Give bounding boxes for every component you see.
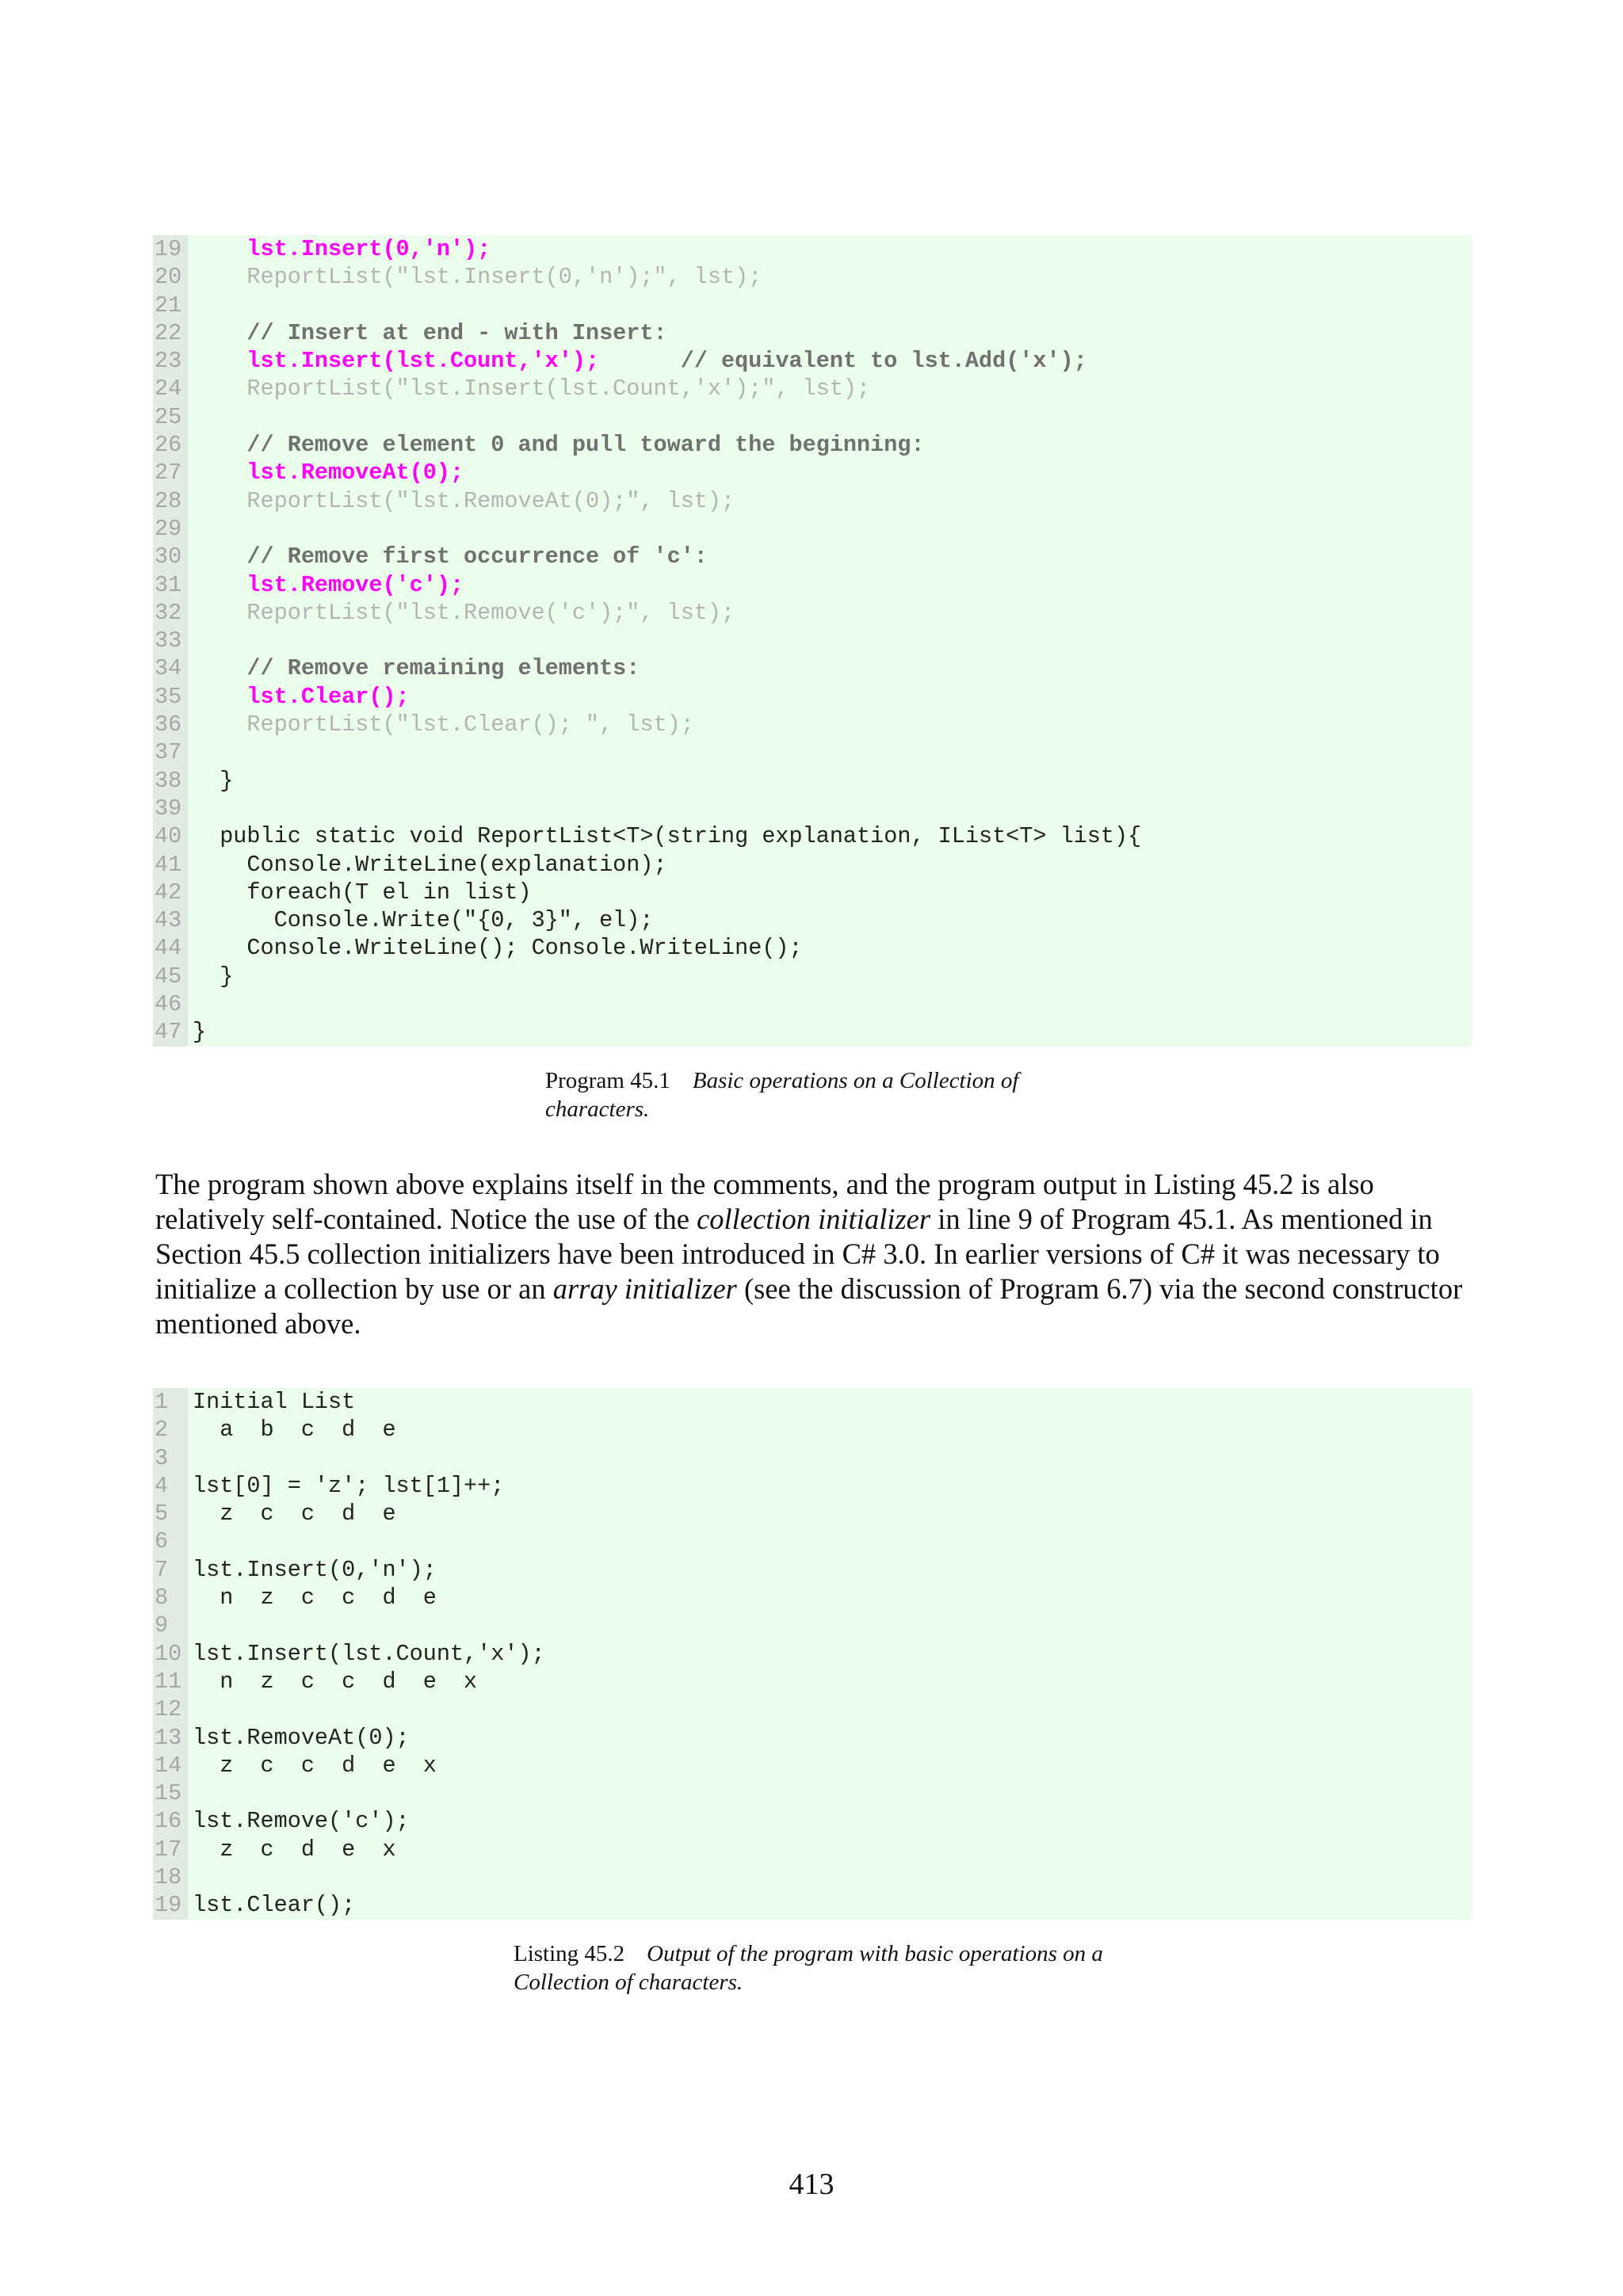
line-number: 33	[153, 627, 188, 654]
output-text: lst.Insert(lst.Count,'x');	[193, 1640, 545, 1667]
line-number: 6	[153, 1527, 188, 1555]
code-line	[153, 431, 1472, 459]
line-number: 26	[153, 431, 188, 459]
line-number: 35	[153, 683, 188, 711]
line-number: 2	[153, 1416, 188, 1444]
code-line	[153, 1018, 1472, 1046]
output-text	[188, 1444, 193, 1472]
line-number: 25	[153, 403, 188, 431]
output-text: z c d e x	[193, 1836, 396, 1863]
output-text	[188, 1611, 193, 1639]
line-number: 22	[153, 319, 188, 347]
code-text	[188, 487, 735, 515]
output-line	[153, 1611, 1472, 1639]
code-line	[153, 934, 1472, 962]
code-line	[153, 822, 1472, 850]
code-line	[153, 515, 1472, 543]
output-text: n z c c d e x	[193, 1668, 478, 1695]
output-text	[188, 1779, 193, 1807]
output-text: lst[0] = 'z'; lst[1]++;	[193, 1472, 505, 1499]
code-line	[153, 627, 1472, 654]
code-line	[153, 459, 1472, 486]
code-segment: // Insert at end - with Insert:	[193, 319, 667, 346]
line-number: 24	[153, 375, 188, 402]
code-text	[188, 906, 654, 934]
code-text	[188, 654, 640, 682]
code-text	[188, 571, 464, 599]
program-caption	[545, 1066, 1084, 1123]
code-segment: ReportList("lst.Remove('c');", lst);	[193, 599, 735, 626]
listing-caption	[514, 1939, 1163, 1997]
code-segment	[193, 236, 246, 262]
code-text	[188, 403, 193, 431]
code-text	[188, 347, 1087, 375]
line-number: 11	[153, 1668, 188, 1695]
code-segment: Console.WriteLine(); Console.WriteLine();	[193, 935, 803, 962]
line-number: 41	[153, 851, 188, 879]
code-segment	[193, 460, 246, 486]
line-number: 5	[153, 1500, 188, 1527]
program-caption-text: Basic operations on a Collection of characters.	[545, 1068, 1019, 1122]
code-segment: }	[193, 963, 234, 990]
code-line	[153, 990, 1472, 1018]
paragraph-text: in line 9 of Program 45.1. As mentioned in Section 45.5 collection initializers have been introduced in C# 3.0. In earlier versions of C# it was necessary to initialize a collection by use or an	[155, 1203, 1440, 1305]
code-text	[188, 990, 193, 1018]
line-number: 42	[153, 879, 188, 906]
line-number: 20	[153, 263, 188, 291]
emphasized-term: array initializer	[552, 1272, 737, 1305]
code-segment: ReportList("lst.RemoveAt(0);", lst);	[193, 487, 735, 514]
output-line	[153, 1668, 1472, 1695]
line-number: 30	[153, 543, 188, 570]
code-line	[153, 235, 1472, 263]
listing-caption-label: Listing 45.2	[514, 1941, 625, 1966]
line-number: 21	[153, 292, 188, 319]
line-number: 3	[153, 1444, 188, 1472]
code-segment: // Remove element 0 and pull toward the beginning:	[193, 432, 925, 459]
output-text: z c c d e	[193, 1501, 396, 1527]
output-text: a b c d e	[193, 1417, 396, 1444]
line-number: 19	[153, 235, 188, 263]
code-text	[188, 963, 233, 990]
code-line	[153, 879, 1472, 906]
code-text	[188, 375, 870, 402]
line-number: 44	[153, 934, 188, 962]
code-text	[188, 738, 193, 766]
code-line	[153, 347, 1472, 375]
code-line	[153, 851, 1472, 879]
output-line	[153, 1863, 1472, 1891]
code-segment: lst.Remove('c');	[246, 571, 464, 598]
code-line	[153, 571, 1472, 599]
code-line	[153, 319, 1472, 347]
code-text	[188, 319, 667, 347]
code-text	[188, 934, 803, 962]
output-line	[153, 1388, 1472, 1416]
output-text: n z c c d e	[193, 1585, 437, 1611]
output-line	[153, 1500, 1472, 1527]
code-line	[153, 263, 1472, 291]
output-text: lst.RemoveAt(0);	[193, 1724, 410, 1751]
code-segment	[193, 572, 246, 598]
code-line	[153, 543, 1472, 570]
line-number: 38	[153, 767, 188, 795]
code-segment: lst.Insert(0,'n');	[246, 236, 491, 262]
code-text	[188, 683, 410, 711]
code-text	[188, 627, 193, 654]
line-number: 32	[153, 599, 188, 627]
code-text	[188, 851, 667, 879]
output-line	[153, 1556, 1472, 1584]
line-number: 4	[153, 1472, 188, 1500]
output-line	[153, 1752, 1472, 1779]
line-number: 37	[153, 738, 188, 766]
code-segment: }	[193, 767, 234, 794]
line-number: 7	[153, 1556, 188, 1584]
page-number: 413	[789, 2168, 834, 2201]
output-text	[188, 1863, 193, 1891]
line-number: 47	[153, 1018, 188, 1046]
listing-output-block	[153, 1388, 1472, 1920]
output-text: lst.Insert(0,'n');	[193, 1556, 437, 1583]
code-segment: // Remove remaining elements:	[193, 655, 640, 682]
listing-caption-text: Output of the program with basic operations on a Collection of characters.	[514, 1941, 1103, 1995]
output-text: lst.Clear();	[193, 1892, 356, 1919]
output-text: lst.Remove('c');	[193, 1808, 410, 1835]
program-code-block	[153, 235, 1472, 1047]
code-line	[153, 795, 1472, 822]
output-text	[188, 1695, 193, 1723]
line-number: 46	[153, 990, 188, 1018]
output-line	[153, 1416, 1472, 1444]
line-number: 16	[153, 1807, 188, 1835]
code-text	[188, 431, 925, 459]
code-line	[153, 292, 1472, 319]
code-line	[153, 711, 1472, 738]
code-segment: }	[193, 1019, 207, 1046]
output-line	[153, 1695, 1472, 1723]
line-number: 36	[153, 711, 188, 738]
code-text	[188, 235, 491, 263]
code-line	[153, 403, 1472, 431]
code-line	[153, 767, 1472, 795]
code-text	[188, 767, 233, 795]
output-text: z c c d e x	[193, 1752, 437, 1779]
code-segment: // Remove first occurrence of 'c':	[193, 543, 708, 570]
code-segment	[193, 684, 246, 710]
output-line	[153, 1444, 1472, 1472]
line-number: 19	[153, 1891, 188, 1919]
output-line	[153, 1836, 1472, 1863]
paragraph-text: The program shown above explains itself in the comments, and the program output in Listing 45.2 is also relatively self-contained. Notice the use of the	[155, 1168, 1374, 1235]
code-text	[188, 515, 193, 543]
line-number: 13	[153, 1724, 188, 1752]
output-line	[153, 1724, 1472, 1752]
output-line	[153, 1807, 1472, 1835]
output-line	[153, 1779, 1472, 1807]
line-number: 18	[153, 1863, 188, 1891]
code-segment: ReportList("lst.Insert(0,'n');", lst);	[193, 264, 762, 291]
output-text	[188, 1527, 193, 1555]
output-line	[153, 1472, 1472, 1500]
code-line	[153, 963, 1472, 990]
output-line	[153, 1640, 1472, 1668]
code-text	[188, 292, 193, 319]
line-number: 29	[153, 515, 188, 543]
line-number: 40	[153, 822, 188, 850]
output-text: Initial List	[193, 1389, 356, 1415]
line-number: 23	[153, 347, 188, 375]
output-line	[153, 1891, 1472, 1919]
line-number: 31	[153, 571, 188, 599]
code-text	[188, 263, 762, 291]
line-number: 17	[153, 1836, 188, 1863]
code-line	[153, 683, 1472, 711]
paragraph-text: (see the discussion of Program 6.7) via the second constructor mentioned above.	[155, 1272, 1463, 1340]
line-number: 28	[153, 487, 188, 515]
code-text	[188, 711, 694, 738]
code-line	[153, 906, 1472, 934]
code-segment: ReportList("lst.Clear(); ", lst);	[193, 711, 694, 738]
code-text	[188, 1018, 206, 1046]
code-line	[153, 654, 1472, 682]
body-paragraph	[155, 1167, 1471, 1341]
line-number: 27	[153, 459, 188, 486]
line-number: 9	[153, 1611, 188, 1639]
line-number: 15	[153, 1779, 188, 1807]
code-segment: Console.Write("{0, 3}", el);	[193, 907, 654, 934]
code-text	[188, 822, 1141, 850]
code-line	[153, 487, 1472, 515]
code-line	[153, 375, 1472, 402]
line-number: 8	[153, 1584, 188, 1611]
code-segment: foreach(T el in list)	[193, 879, 532, 906]
code-text	[188, 459, 464, 486]
line-number: 39	[153, 795, 188, 822]
line-number: 14	[153, 1752, 188, 1779]
code-line	[153, 599, 1472, 627]
output-line	[153, 1584, 1472, 1611]
line-number: 45	[153, 963, 188, 990]
code-segment: // equivalent to lst.Add('x');	[599, 348, 1087, 375]
code-text	[188, 599, 735, 627]
code-text	[188, 543, 708, 570]
code-line	[153, 738, 1472, 766]
code-segment: lst.Insert(lst.Count,'x');	[246, 348, 600, 375]
code-segment: Console.WriteLine(explanation);	[193, 851, 667, 878]
code-segment	[193, 348, 246, 374]
line-number: 43	[153, 906, 188, 934]
code-text	[188, 879, 532, 906]
code-segment: lst.Clear();	[246, 683, 410, 710]
output-line	[153, 1527, 1472, 1555]
code-segment: ReportList("lst.Insert(lst.Count,'x');", lst);	[193, 376, 871, 402]
line-number: 34	[153, 654, 188, 682]
code-segment: public static void ReportList<T>(string explanation, IList<T> list){	[193, 823, 1142, 850]
line-number: 12	[153, 1695, 188, 1723]
code-segment: lst.RemoveAt(0);	[246, 460, 464, 486]
line-number: 1	[153, 1388, 188, 1416]
line-number: 10	[153, 1640, 188, 1668]
emphasized-term: collection initializer	[697, 1203, 931, 1235]
code-text	[188, 795, 193, 822]
program-caption-label: Program 45.1	[545, 1068, 670, 1093]
